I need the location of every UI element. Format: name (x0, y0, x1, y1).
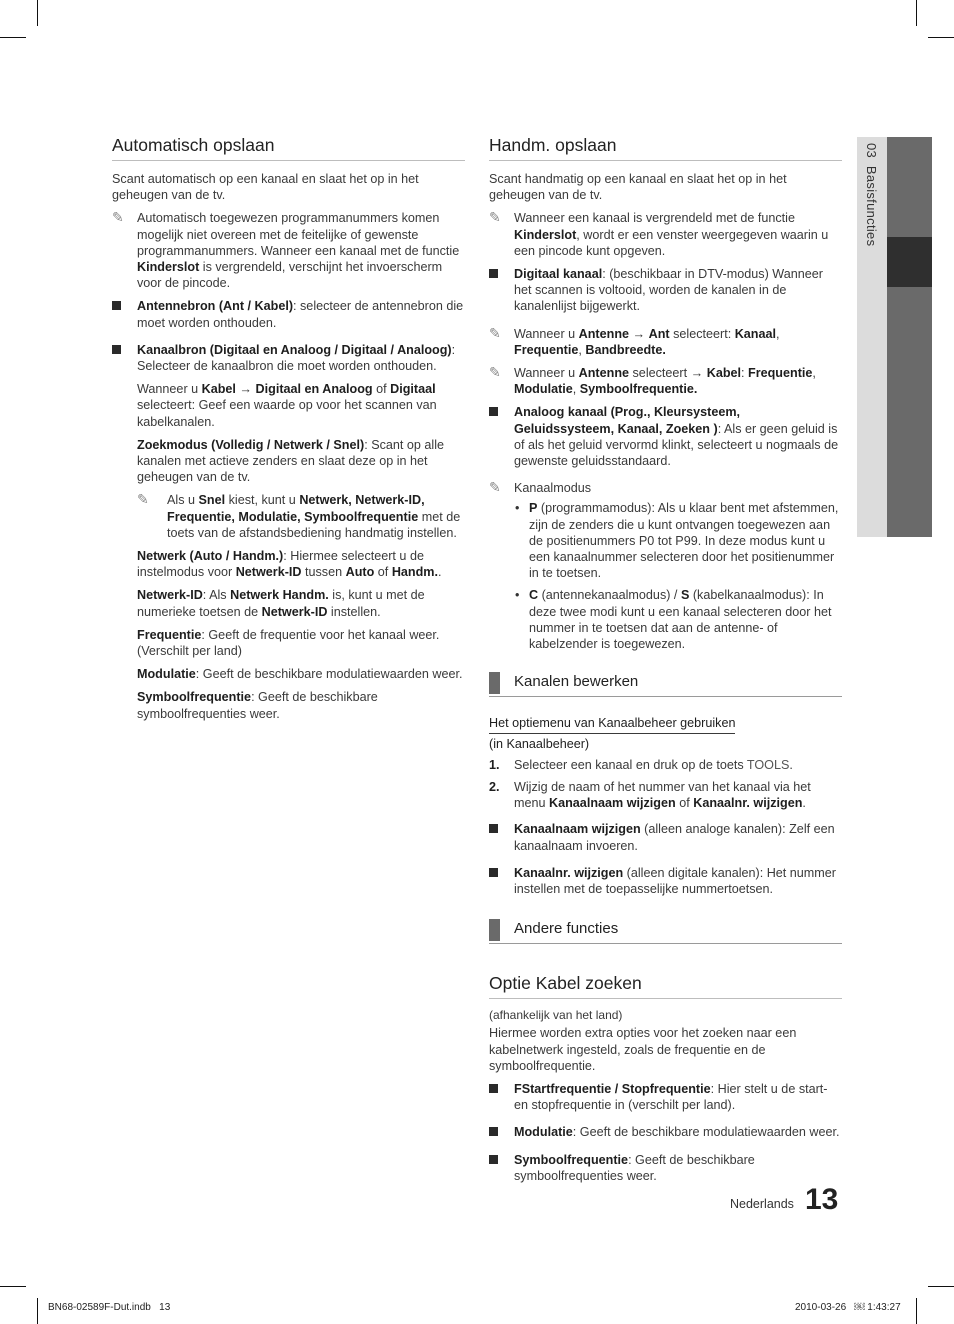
option-menu-title: Het optiemenu van Kanaalbeheer gebruiken (489, 715, 735, 734)
bullet-c-s-mode: • C (antennekanaalmodus) / S (kabelkanaalmodus): In deze twee modi kunt u een kanaal selecteren door het nummer in te toetsen dat aan de antenne- of kabelzender is toegewezen. (489, 587, 842, 652)
symboolfrequentie-paragraph: Symboolfrequentie: Geeft de beschikbare symboolfrequenties weer. (137, 690, 378, 721)
print-slug-timestamp: 2010-03-26 ￼ 1:43:27 (795, 1302, 901, 1313)
kabel-paragraph: Wanneer u Kabel → Digitaal en Analoog of Digitaal selecteert: Geef een waarde op voor het scannen van kabelkanalen. (137, 382, 437, 429)
footer-language: Nederlands (730, 1197, 794, 1211)
chapter-tab (857, 137, 932, 537)
step-1: 1. Selecteer een kanaal en druk op de toets TOOLS. (489, 757, 793, 772)
country-note: (afhankelijk van het land) (489, 1008, 623, 1023)
pencil-icon: ✎ (489, 479, 501, 496)
right-column (489, 134, 842, 1195)
subsection-kanalen-bewerken: Kanalen bewerken (489, 672, 842, 697)
bullet-antennebron: Antennebron (Ant / Kabel): selecteer de antennebron die moet worden onthouden. (112, 298, 465, 330)
bullet-kanaalnaam-wijzigen: Kanaalnaam wijzigen (alleen analoge kanalen): Zelf een kanaalnaam invoeren. (489, 821, 842, 853)
pencil-icon: ✎ (489, 209, 501, 226)
crop-mark (0, 37, 26, 38)
crop-mark (37, 0, 38, 26)
intro-text: Scant handmatig op een kanaal en slaat het op in het geheugen van de tv. (489, 172, 787, 203)
note-kinderslot: ✎ Wanneer een kanaal is vergrendeld met de functie Kinderslot, wordt er een venster weergegeven waarin u een pincode kunt opgeven. (489, 209, 829, 258)
pencil-icon: ✎ (112, 209, 124, 226)
pencil-icon: ✎ (489, 324, 501, 341)
pencil-icon: ✎ (489, 364, 501, 381)
section-title-handm-opslaan: Handm. opslaan (489, 134, 842, 161)
note-kanaalmodus: ✎ Kanaalmodus (489, 479, 592, 496)
bullet-start-stop-frequentie: FStartfrequentie / Stopfrequentie: Hier stelt u de start- en stopfrequentie in (verschilt per land). (489, 1081, 842, 1113)
bullet-p-mode: • P (programmamodus): Als u klaar bent met afstemmen, zijn de zenders die u kunt ontvangen toegewezen aan de positienummers P0 tot P99. In deze modus kunt u een kanaalnummer selecteren door het positienummer in te toetsen. (489, 500, 842, 581)
note-antenne-kabel: ✎ Wanneer u Antenne selecteert → Kabel: Frequentie, Modulatie, Symboolfrequentie. (489, 364, 816, 397)
zoekmodus-paragraph: Zoekmodus (Volledig / Netwerk / Snel): Scant op alle kanalen met actieve zenders en slaat deze op in het geheugen van de tv. (137, 437, 445, 485)
bullet-symboolfrequentie: Symboolfrequentie: Geeft de beschikbare symboolfrequenties weer. (489, 1152, 842, 1184)
crop-mark (916, 0, 917, 26)
chapter-number: 03 (864, 143, 879, 159)
bullet-analoog-kanaal: Analoog kanaal (Prog., Kleursysteem, Geluidssysteem, Kanaal, Zoeken ): Als er geen geluid is of als het geluid vervormd klinkt, selecteert u nogmaals de gewenste geluidsstandaard. (489, 404, 842, 469)
section-title-automatisch-opslaan: Automatisch opslaan (112, 134, 465, 161)
crop-mark (37, 1298, 38, 1324)
bullet-digitaal-kanaal: Digitaal kanaal: (beschikbaar in DTV-modus) Wanneer het scannen is voltooid, worden de kanalen in de kanalenlijst bijgewerkt. (489, 266, 842, 315)
note: ✎ Automatisch toegewezen programmanummers komen mogelijk niet overeen met de feitelijke of gewenste programmanummers. Wanneer een kanaal met de functie Kinderslot is vergrendeld, verschijnt het invoerscherm voor de pincode. (112, 209, 460, 291)
modulatie-paragraph: Modulatie: Geeft de beschikbare modulatiewaarden weer. (137, 667, 463, 682)
bullet-modulatie: Modulatie: Geeft de beschikbare modulatiewaarden weer. (489, 1124, 842, 1140)
page-number: 13 (805, 1183, 839, 1216)
chapter-tab-dark (887, 137, 932, 537)
chapter-tab-marker (887, 237, 932, 287)
crop-mark (928, 1286, 954, 1287)
step-2: 2. Wijzig de naam of het nummer van het kanaal via het menu Kanaalnaam wijzigen of Kanaalnr. wijzigen. (489, 779, 811, 811)
print-slug-file: BN68-02589F-Dut.indb 13 (48, 1302, 171, 1313)
option-menu-subtitle: (in Kanaalbeheer) (489, 737, 590, 752)
chapter-label (864, 143, 879, 246)
netwerk-paragraph: Netwerk (Auto / Handm.): Hiermee selecteert u de instelmodus voor Netwerk-ID tussen Auto of Handm.. (137, 549, 442, 580)
crop-mark (916, 1298, 917, 1324)
left-column (112, 134, 465, 729)
intro-text: Scant automatisch op een kanaal en slaat het op in het geheugen van de tv. (112, 172, 419, 203)
bullet-kanaalbron: Kanaalbron (Digitaal en Analoog / Digitaal / Analoog): Selecteer de kanaalbron die moet worden onthouden. (112, 342, 465, 374)
note-antenne-ant: ✎ Wanneer u Antenne → Ant selecteert: Kanaal, Frequentie, Bandbreedte. (489, 324, 780, 357)
bullet-kanaalnr-wijzigen: Kanaalnr. wijzigen (alleen digitale kanalen): Het nummer instellen met de toepasselijke nummertoetsen. (489, 865, 842, 897)
intro-text: Hiermee worden extra opties voor het zoeken naar een kabelnetwerk ingesteld, zoals de frequentie en de symboolfrequentie. (489, 1026, 797, 1073)
pencil-icon: ✎ (137, 491, 149, 508)
frequentie-paragraph: Frequentie: Geeft de frequentie voor het kanaal weer. (Verschilt per land) (137, 627, 440, 659)
subsection-andere-functies: Andere functies (489, 919, 842, 944)
note-snel: ✎ Als u Snel kiest, kunt u Netwerk, Netwerk-ID, Frequentie, Modulatie, Symboolfrequentie met de toets van de afstandsbediening handmatig instellen. (137, 491, 461, 540)
crop-mark (0, 1286, 26, 1287)
section-title-optie-kabel-zoeken: Optie Kabel zoeken (489, 972, 842, 999)
netwerk-id-paragraph: Netwerk-ID: Als Netwerk Handm. is, kunt u met de numerieke toetsen de Netwerk-ID instellen. (137, 588, 425, 619)
crop-mark (928, 37, 954, 38)
chapter-title: Basisfuncties (864, 165, 879, 247)
